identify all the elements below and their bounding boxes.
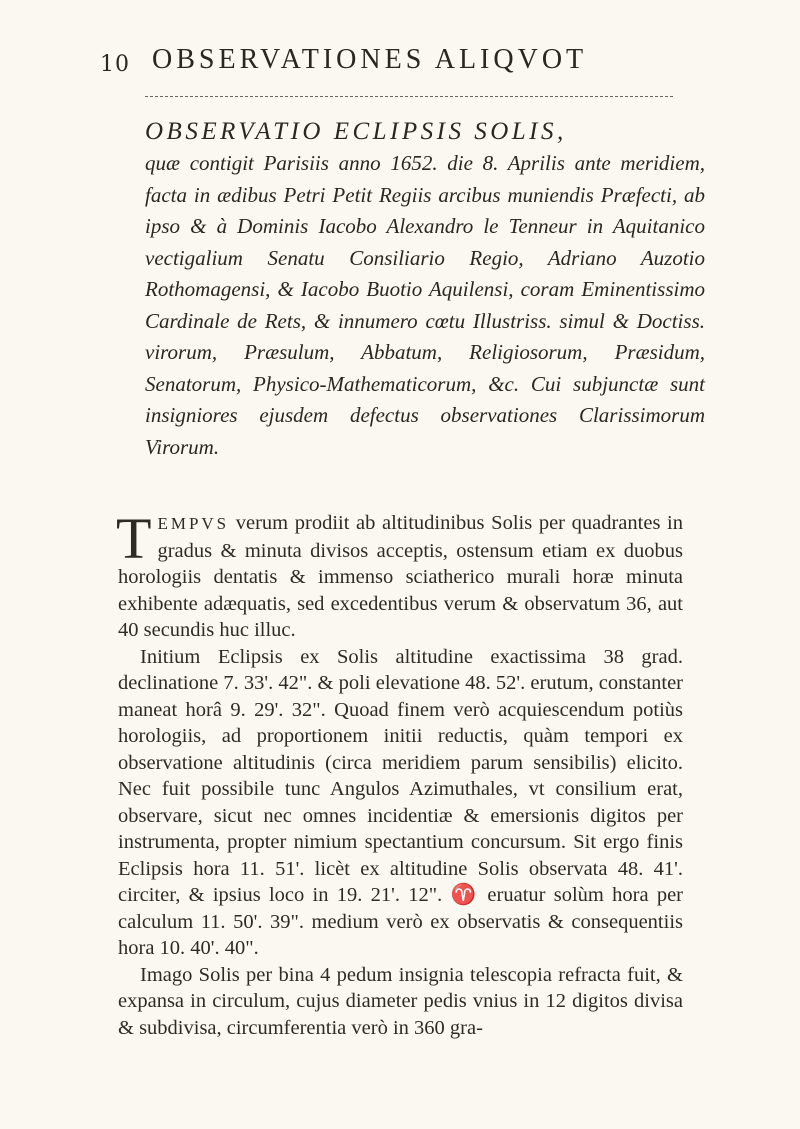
heading-title: OBSERVATIO ECLIPSIS SOLIS, [145,118,567,145]
paragraph-3: Imago Solis per bina 4 pedum insignia telescopia refracta fuit, & expansa in circulum, cujus diameter pedis vnius in 12 digitos divisa & subdivisa, circumferentia verò in 360 gra- [118,963,683,1039]
main-text [116,506,683,1041]
running-head [100,44,700,84]
paragraph-1-text: verum prodiit ab altitudinibus Solis per quadrantes in gradus & minuta divisos acceptis, ostensum etiam ex duobus horologiis dentatis & immenso sciatherico murali horæ minuta exhibente adæquatis, sed excedentibus verum & observatum 36, aut 40 secundis huc illuc. [118,512,683,641]
header-divider-rule [145,96,673,97]
small-caps-opening: EMPVS [157,514,230,533]
paragraph-1 [116,506,683,644]
drop-cap: T [116,506,152,571]
observation-heading [145,116,705,463]
heading-subtitle-text: quæ contigit Parisiis anno 1652. die 8. Aprilis ante meridiem, facta in ædibus Petri Petit Regiis arcibus muniendis Præfecti, ab ipso & à Dominis Iacobo Alexandro le Tenneur in Aquitanico vectigalium Senatu Consiliario Regio, Adriano Auzotio Rothomagensi, & Iacobo Buotio Aquilensi, coram Eminentissimo Cardinale de Rets, & innumero cœtu Illustriss. simul & Doctiss. virorum, Præsulum, Abbatum, Religiosorum, Præsidum, Senatorum, Physico-Mathematicorum, &c. Cui subjunctæ sunt insigniores ejusdem defectus observationes Clarissimorum Virorum. [145,151,705,459]
paragraph-2: Initium Eclipsis ex Solis altitudine exactissima 38 grad. declinatione 7. 33'. 42". & poli elevatione 48. 52'. erutum, constanter maneat horâ 9. 29'. 32". Quoad finem verò acquiescendum potiùs horologiis, ad proportionem initii reductis, quàm tempori ex observatione altitudinis (circa meridiem parum sensibilis) elicito. Nec fuit possibile tunc Angulos Azimuthales, vt consilium erat, observare, sicut nec omnes incidentiæ & emersionis digitos per instrumenta, propter nimium spectantium concursum. Sit ergo finis Eclipsis hora 11. 51'. licèt ex altitudine Solis observata 48. 41'. circiter, & ipsius loco in 19. 21'. 12". ♈ eruatur solùm hora per calculum 11. 50'. 39". medium verò ex observatis & consequentiis hora 10. 40'. 40". [118,645,683,959]
page-number: 10 [100,52,130,77]
running-title: OBSERVATIONES ALIQVOT [152,44,588,75]
